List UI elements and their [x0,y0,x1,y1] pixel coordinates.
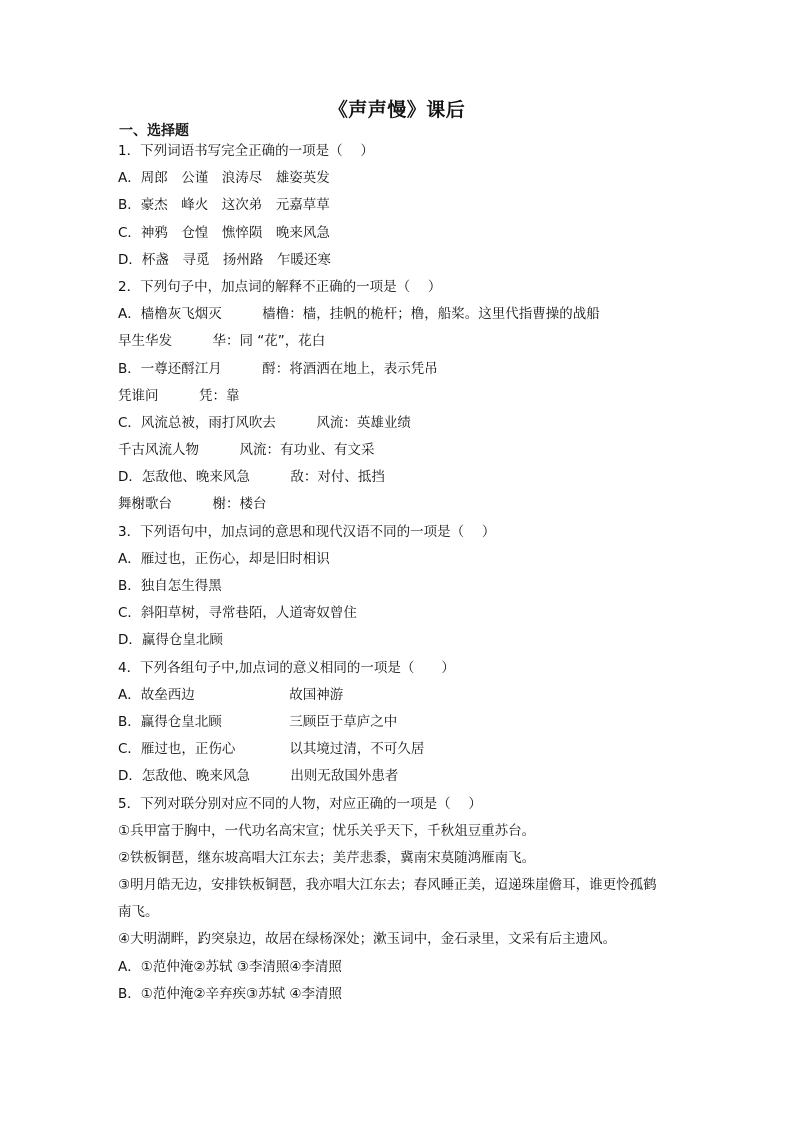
question-2-option-c-cont: 千古风流人物 风流：有功业、有文采 [118,442,375,459]
question-5-option-a: A．①范仲淹②苏轼 ③李清照④李清照 [118,958,342,975]
question-4-option-b: B．赢得仓皇北顾 三顾臣于草庐之中 [118,713,398,730]
page-title: 《声声慢》课后 [328,99,466,121]
question-3-option-d: D．赢得仓皇北顾 [118,632,223,649]
question-5-option-b: B．①范仲淹②辛弃疾③苏轼 ④李清照 [118,985,342,1002]
question-4-option-d: D．怎敌他、晚来风急 出则无敌国外患者 [118,768,399,785]
question-list [118,138,698,1008]
couplet-3: ③明月皓无边，安排铁板铜琶，我亦唱大江东去；春风睡正美，迢递珠崖儋耳，谁更怜孤鹤 [118,877,657,894]
question-1-option-d: D．杯盏 寻觅 扬州路 乍暖还寒 [118,251,331,268]
question-4-option-a: A．故垒西边 故国神游 [118,686,344,703]
question-3-stem: 3．下列语句中，加点词的意思和现代汉语不同的一项是（ ） [118,523,496,540]
question-2-option-b-cont: 凭谁问 凭：靠 [118,387,240,404]
question-4-option-c: C．雁过也，正伤心 以其境过清，不可久居 [118,741,425,758]
question-2-option-d: D．怎敌他、晚来风急 敌：对付、抵挡 [118,469,385,486]
question-5-stem: 5．下列对联分别对应不同的人物，对应正确的一项是（ ） [118,795,482,812]
question-2-stem: 2．下列句子中，加点词的解释不正确的一项是（ ） [118,278,442,295]
question-2-option-a: A．樯橹灰飞烟灭 樯橹：樯，挂帆的桅杆；橹，船桨。这里代指曹操的战船 [118,306,600,323]
question-1-option-b: B．豪杰 峰火 这次弟 元嘉草草 [118,197,330,214]
section-heading: 一、选择题 [119,123,189,139]
question-1-stem: 1．下列词语书写完全正确的一项是（ ） [118,143,374,159]
question-2-option-c: C．风流总被，雨打风吹去 风流：英雄业绩 [118,414,411,431]
question-4-stem: 4．下列各组句子中,加点词的意义相同的一项是（ ） [118,659,455,676]
couplet-2: ②铁板铜琶，继东坡高唱大江东去；美芹悲黍，冀南宋莫随鸿雁南飞。 [118,849,536,866]
question-3-option-a: A．雁过也，正伤心，却是旧时相识 [118,550,330,567]
couplet-3-cont: 南飞。 [118,904,159,921]
question-3-option-b: B．独自怎生得黑 [118,578,222,594]
question-1-option-a: A．周郎 公谨 浪涛尽 雄姿英发 [118,170,330,187]
question-3-option-c: C．斜阳草树，寻常巷陌，人道寄奴曾住 [118,605,357,622]
question-1-option-c: C．神鸦 仓惶 憔悴陨 晚来风急 [118,224,330,241]
question-2-option-a-cont: 早生华发 华：同 “花”，花白 [118,333,326,350]
couplet-4: ④大明湖畔，趵突泉边，故居在绿杨深处；漱玉词中，金石录里，文采有后主遗风。 [118,931,617,948]
question-2-option-b: B．一尊还酹江月 酹：将酒洒在地上，表示凭吊 [118,360,438,377]
couplet-1: ①兵甲富于胸中，一代功名高宋宣；忧乐关乎天下，千秋俎豆重苏台。 [118,822,536,839]
question-2-option-d-cont: 舞榭歌台 榭：楼台 [118,496,267,513]
